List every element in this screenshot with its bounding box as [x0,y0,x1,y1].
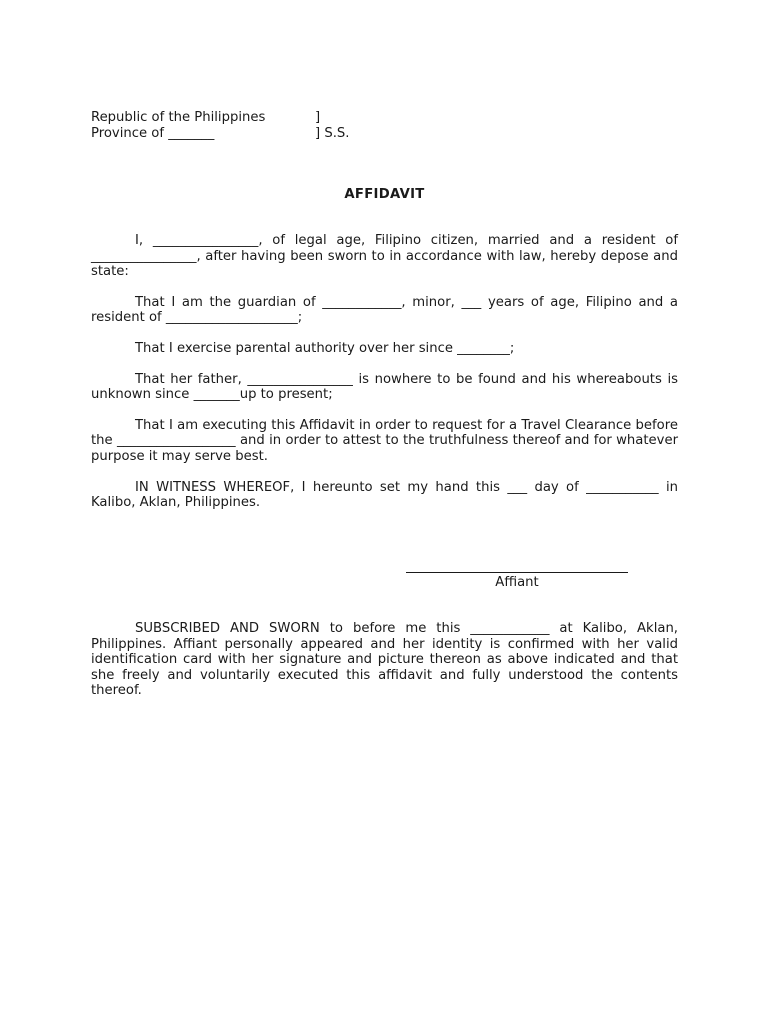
paragraph-witness: IN WITNESS WHEREOF, I hereunto set my hand this ___ day of ___________ in Kalibo, Aklan, Philippines. [91,479,678,511]
document-title: AFFIDAVIT [344,187,425,202]
venue-province-text: Province of _______ [91,126,215,141]
paragraph-guardian: That I am the guardian of ____________, minor, ___ years of age, Filipino and a resident of ____________________; [91,294,678,326]
affidavit-body [91,233,678,526]
venue-republic-text: Republic of the Philippines [91,110,266,125]
paragraph-identity: I, ________________, of legal age, Filipino citizen, married and a resident of ________________, after having been sworn to in accordance with law, hereby depose and state: [91,233,678,280]
venue-bracket-ss: ] S.S. [315,126,350,141]
signature-line [406,562,628,573]
venue-line-republic [91,110,678,126]
affiant-signature-block [406,562,628,591]
jurat-block [91,621,678,714]
paragraph-parental-authority: That I exercise parental authority over her since ________; [135,340,515,356]
paragraph-father: That her father, ________________ is nowhere to be found and his whereabouts is unknown since _______up to present; [91,371,678,403]
affiant-label: Affiant [495,575,539,590]
paragraph-purpose: That I am executing this Affidavit in order to request for a Travel Clearance before the __________________ and in order to attest to the truthfulness thereof and for whatever purpose it may serve best. [91,417,678,464]
venue-line-province [91,126,678,142]
venue-bracket-1: ] [315,110,321,125]
venue-block [91,110,678,142]
paragraph-jurat: SUBSCRIBED AND SWORN to before me this ____________ at Kalibo, Aklan, Philippines. Affiant personally appeared and her identity is confirmed with her valid identification card with her signature and picture thereon as above indicated and that she freely and voluntarily executed this affidavit and fully understood the contents thereof. [91,621,678,699]
